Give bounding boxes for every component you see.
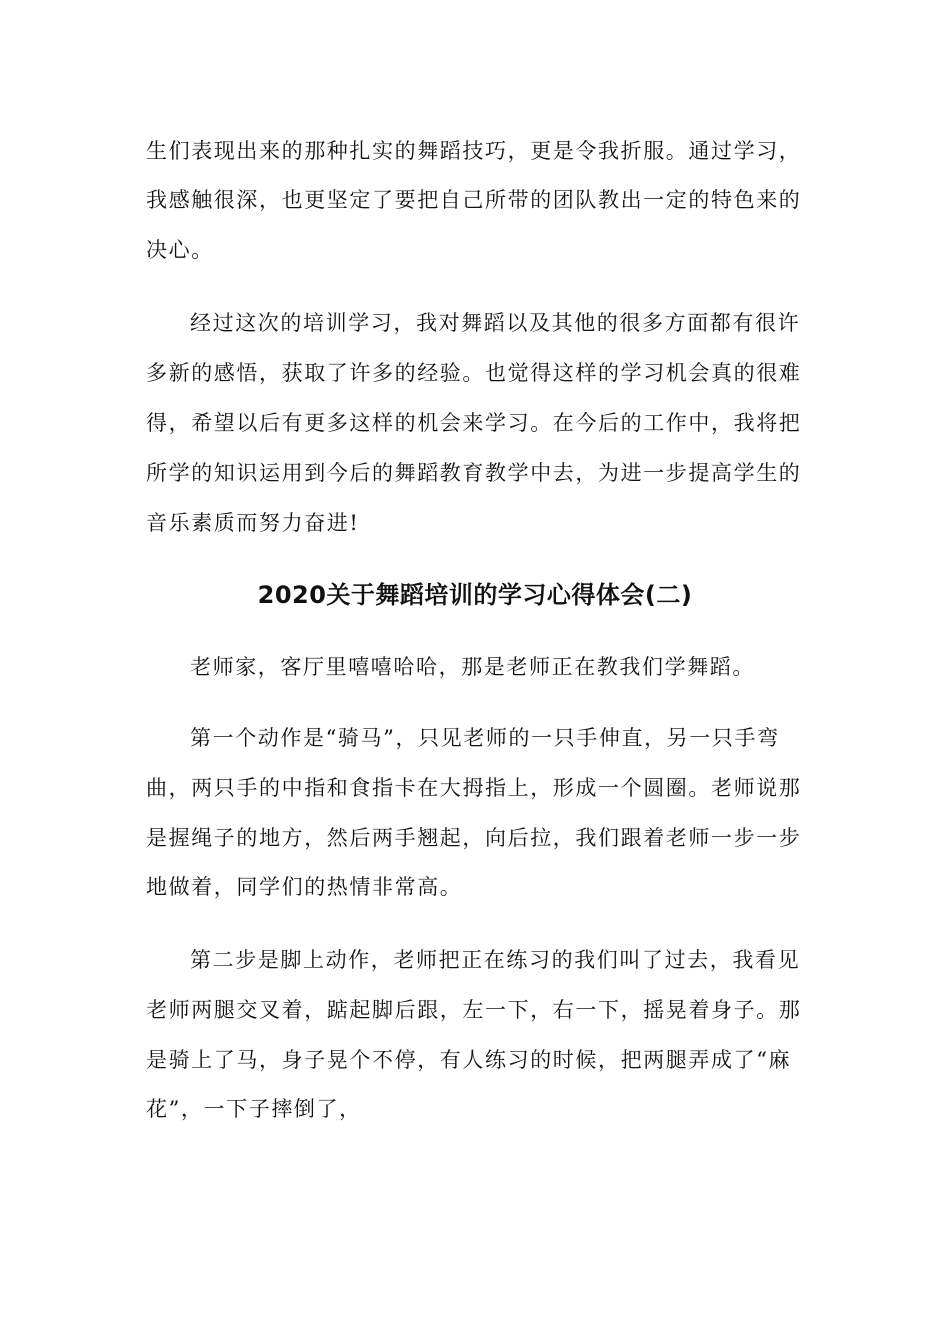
paragraph-line: 是骑上了马，身子晃个不停，有人练习的时候，把两腿弄成了“麻 — [146, 1048, 792, 1072]
paragraph-line: 我感触很深，也更坚定了要把自己所带的团队教出一定的特色来的 — [146, 188, 802, 212]
paragraph-line: 是握绳子的地方，然后两手翘起，向后拉，我们跟着老师一步一步 — [146, 826, 802, 850]
paragraph-line: 曲，两只手的中指和食指卡在大拇指上，形成一个圆圈。老师说那 — [146, 776, 802, 800]
paragraph-line: 第一个动作是“骑马”，只见老师的一只手伸直，另一只手弯 — [190, 726, 780, 750]
paragraph-line: 地做着，同学们的热情非常高。 — [146, 875, 463, 899]
paragraph-line: 决心。 — [146, 238, 214, 262]
paragraph-line: 生们表现出来的那种扎实的舞蹈技巧，更是令我折服。通过学习， — [146, 139, 802, 163]
paragraph-line: 第二步是脚上动作，老师把正在练习的我们叫了过去，我看见 — [190, 948, 801, 972]
paragraph-line: 得，希望以后有更多这样的机会来学习。在今后的工作中，我将把 — [146, 411, 802, 435]
paragraph-line: 所学的知识运用到今后的舞蹈教育教学中去，为进一步提高学生的 — [146, 461, 802, 485]
paragraph-line: 音乐素质而努力奋进! — [146, 511, 360, 535]
paragraph-line: 老师两腿交叉着，踮起脚后跟，左一下，右一下，摇晃着身子。那 — [146, 998, 802, 1022]
paragraph-line: 经过这次的培训学习，我对舞蹈以及其他的很多方面都有很许 — [190, 311, 801, 335]
paragraph-line: 花”，一下子摔倒了， — [146, 1097, 362, 1121]
paragraph-line: 多新的感悟，获取了许多的经验。也觉得这样的学习机会真的很难 — [146, 361, 802, 385]
section-title: 2020关于舞蹈培训的学习心得体会(二) — [257, 581, 693, 609]
paragraph-line: 老师家，客厅里嘻嘻哈哈，那是老师正在教我们学舞蹈。 — [190, 655, 755, 679]
